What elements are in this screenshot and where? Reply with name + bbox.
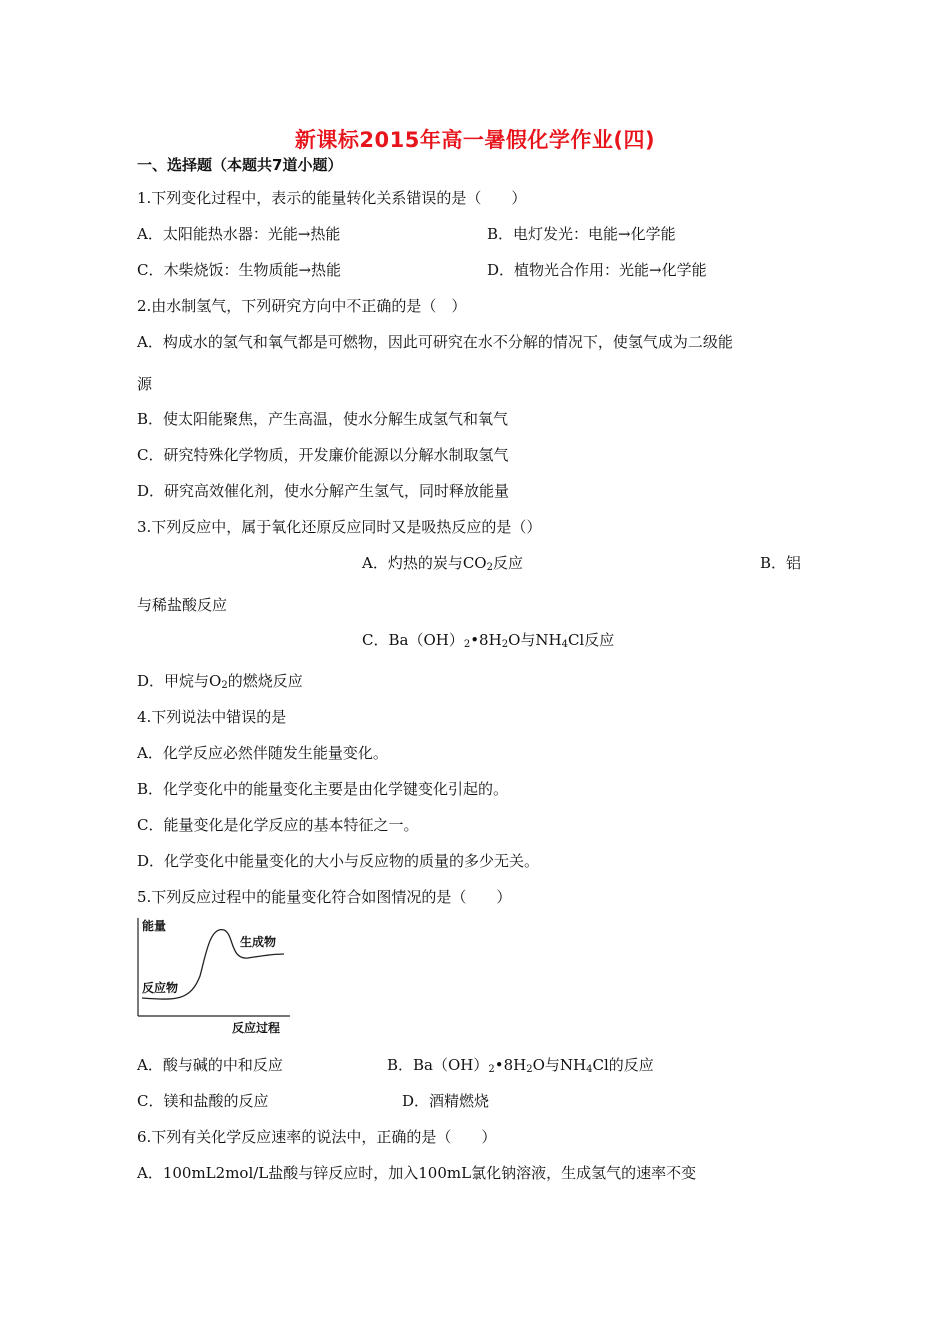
question-2-option-d: D．研究高效催化剂，使水分解产生氢气，同时释放能量 (137, 482, 510, 500)
question-5-option-d: D．酒精燃烧 (402, 1092, 490, 1110)
question-3-option-c: C．$Ba(OH)_2•8H_2O$与$NH_4Cl$反应 (362, 631, 615, 650)
question-2-option-a-line1: A．构成水的氢气和氧气都是可燃物，因此可研究在水不分解的情况下，使氢气成为二级能 (137, 333, 733, 351)
question-1-option-b: B．电灯发光：电能→化学能 (487, 225, 676, 243)
question-4-option-a: A．化学反应必然伴随发生能量变化。 (137, 744, 388, 762)
question-1-option-c: C．木柴烧饭：生物质能→热能 (137, 261, 342, 279)
reactant-label: 反应物 (142, 981, 179, 995)
question-4-option-b: B．化学变化中的能量变化主要是由化学键变化引起的。 (137, 780, 509, 798)
question-6-stem: 6.下列有关化学反应速率的说法中，正确的是（ ） (137, 1128, 497, 1146)
question-3-option-a: A．灼热的炭与$CO_2$反应 (362, 554, 523, 573)
question-1-stem: 1.下列变化过程中，表示的能量转化关系错误的是（ ） (137, 189, 527, 207)
question-1-option-d: D．植物光合作用：光能→化学能 (487, 261, 707, 279)
question-5-option-b: B．$Ba(OH)_2•8H_2O$与$NH_4Cl$的反应 (387, 1056, 654, 1075)
question-4-stem: 4.下列说法中错误的是 (137, 708, 287, 726)
question-5-stem: 5.下列反应过程中的能量变化符合如图情况的是（ ） (137, 888, 512, 906)
energy-diagram (134, 914, 294, 1036)
section-heading: 一、选择题（本题共7道小题） (137, 156, 343, 174)
question-6-option-a: A．100mL2mol/L盐酸与锌反应时，加入100mL氯化钠溶液，生成氢气的速率不变 (137, 1164, 697, 1182)
question-3-option-d: D．甲烷与$O_2$的燃烧反应 (137, 672, 303, 691)
question-4-option-c: C．能量变化是化学反应的基本特征之一。 (137, 816, 419, 834)
question-1-option-a: A．太阳能热水器：光能→热能 (137, 225, 341, 243)
question-2-option-a-line2: 源 (137, 375, 153, 393)
product-label: 生成物 (240, 935, 277, 949)
energy-axis-label: 能量 (142, 919, 167, 933)
page-title: 新课标2015年高一暑假化学作业(四) (294, 128, 656, 152)
question-2-option-b: B．使太阳能聚焦，产生高温，使水分解生成氢气和氧气 (137, 410, 509, 428)
question-5-option-a: A．酸与碱的中和反应 (137, 1056, 283, 1074)
question-3-option-b-line2: 与稀盐酸反应 (137, 596, 228, 614)
question-4-option-d: D．化学变化中能量变化的大小与反应物的质量的多少无关。 (137, 852, 540, 870)
reaction-axis-label: 反应过程 (232, 1021, 281, 1035)
question-2-option-c: C．研究特殊化学物质，开发廉价能源以分解水制取氢气 (137, 446, 509, 464)
question-3-option-b-line1: B．铝 (760, 554, 802, 572)
question-5-option-c: C．镁和盐酸的反应 (137, 1092, 269, 1110)
question-3-stem: 3.下列反应中，属于氧化还原反应同时又是吸热反应的是（） (137, 518, 542, 536)
question-2-stem: 2.由水制氢气，下列研究方向中不正确的是（ ） (137, 297, 467, 315)
